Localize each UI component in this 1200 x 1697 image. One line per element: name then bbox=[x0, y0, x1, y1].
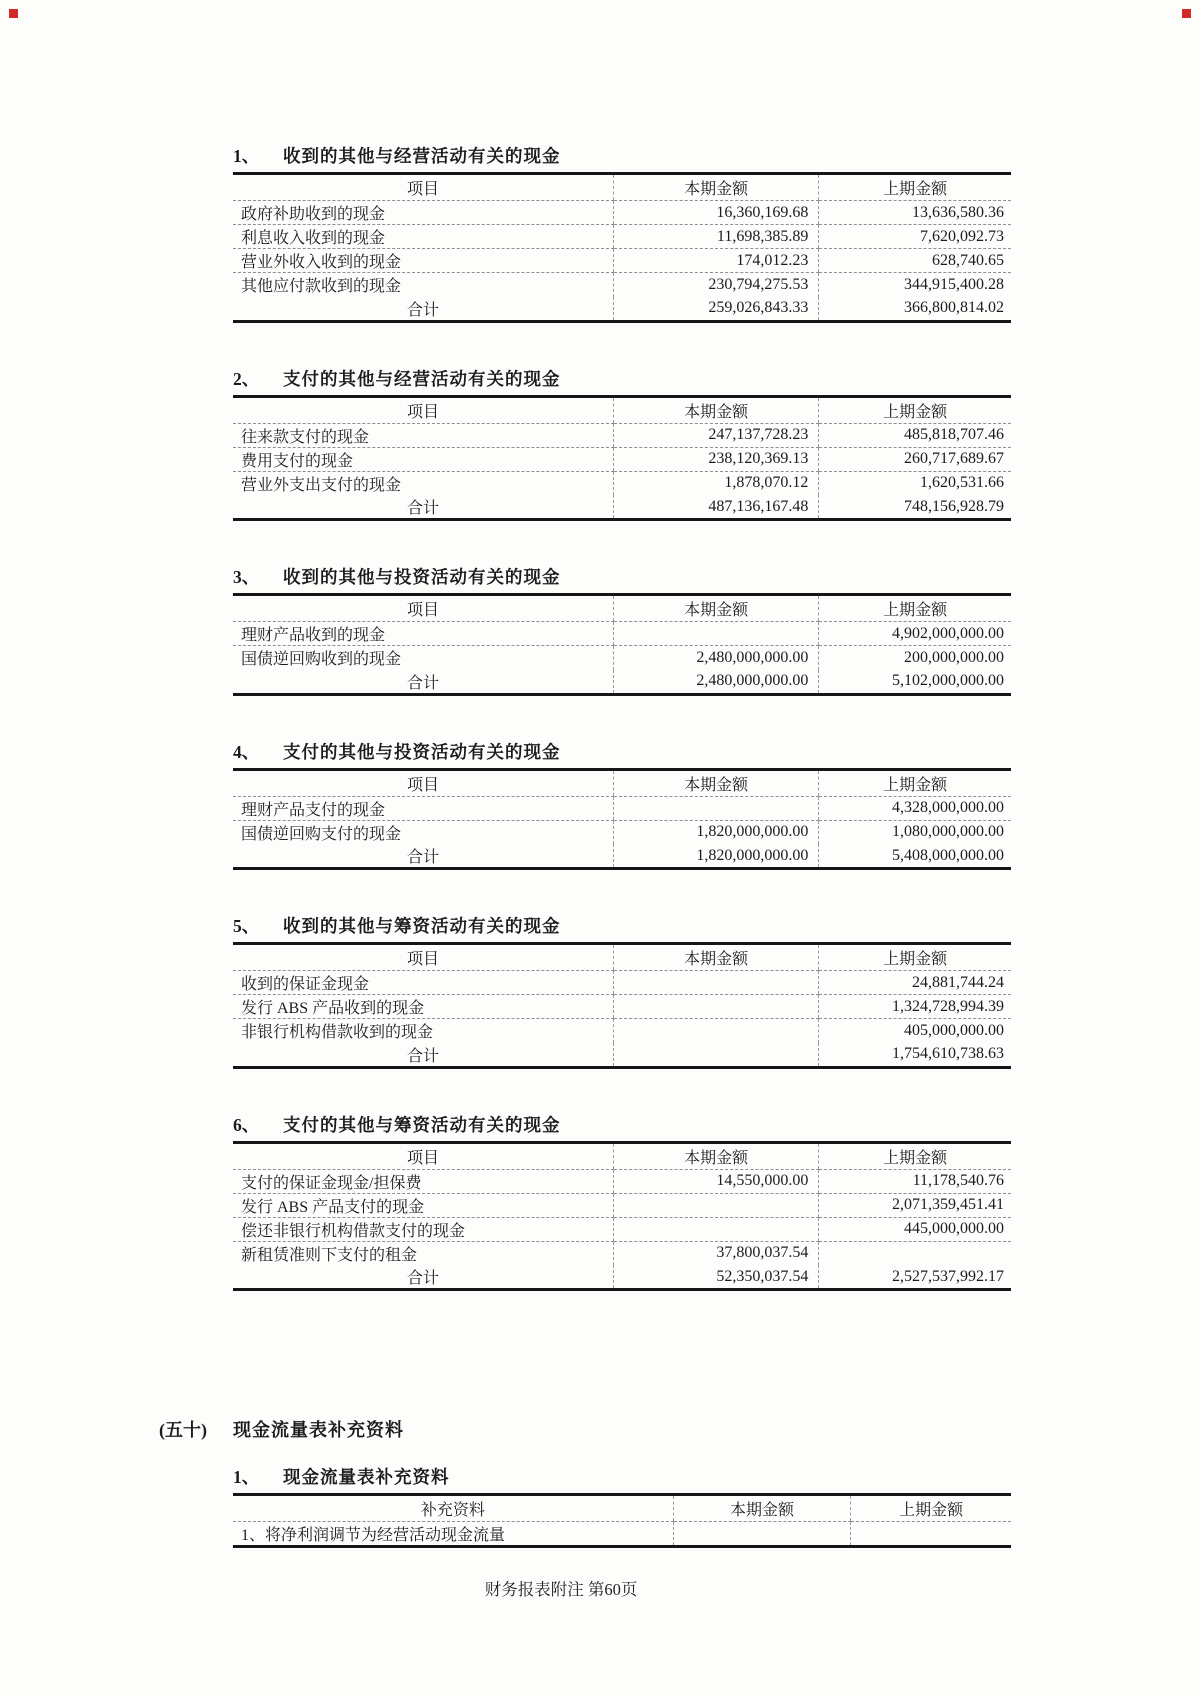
column-header-prior-period: 上期金额 bbox=[819, 396, 1011, 423]
prior-amount-cell: 4,328,000,000.00 bbox=[819, 796, 1011, 820]
major-section-number: (五十) bbox=[159, 1420, 207, 1440]
prior-amount-cell bbox=[851, 1522, 1011, 1547]
section-number: 1、 bbox=[233, 1467, 260, 1487]
scan-registration-mark-right bbox=[1182, 9, 1191, 18]
column-header-prior-period: 上期金额 bbox=[819, 1142, 1011, 1169]
table-header-row bbox=[233, 769, 1011, 796]
item-label-cell: 往来款支付的现金 bbox=[233, 423, 613, 447]
item-label-cell: 利息收入收到的现金 bbox=[233, 225, 613, 249]
column-header-item: 项目 bbox=[233, 396, 613, 423]
total-row bbox=[233, 844, 1011, 869]
item-label-cell: 偿还非银行机构借款支付的现金 bbox=[233, 1217, 613, 1241]
table-row bbox=[233, 273, 1011, 297]
table-row bbox=[233, 622, 1011, 646]
section-number: 4、 bbox=[233, 741, 260, 762]
total-current-cell bbox=[613, 1043, 818, 1068]
prior-amount-cell: 628,740.65 bbox=[819, 249, 1011, 273]
table-header-row bbox=[233, 396, 1011, 423]
current-amount-cell bbox=[613, 995, 818, 1019]
section-cash-flow-supplement bbox=[233, 1465, 1011, 1548]
current-amount-cell: 1,820,000,000.00 bbox=[613, 820, 818, 844]
major-section-title: 现金流量表补充资料 bbox=[233, 1420, 404, 1440]
total-current-cell: 1,820,000,000.00 bbox=[613, 844, 818, 869]
item-label-cell: 政府补助收到的现金 bbox=[233, 201, 613, 225]
item-label-cell: 1、将净利润调节为经营活动现金流量 bbox=[241, 1527, 506, 1544]
section-title: 支付的其他与经营活动有关的现金 bbox=[283, 368, 561, 389]
total-prior-cell: 1,754,610,738.63 bbox=[819, 1043, 1011, 1068]
current-amount-cell bbox=[613, 622, 818, 646]
current-amount-cell: 37,800,037.54 bbox=[613, 1241, 818, 1265]
total-prior-cell: 366,800,814.02 bbox=[819, 297, 1011, 322]
table-row bbox=[233, 423, 1011, 447]
column-header-item: 项目 bbox=[233, 944, 613, 971]
page-content bbox=[159, 144, 1011, 1592]
item-label-cell: 发行 ABS 产品收到的现金 bbox=[233, 995, 613, 1019]
total-label-cell: 合计 bbox=[406, 849, 439, 866]
section-heading bbox=[233, 1113, 1011, 1137]
section-number: 1、 bbox=[233, 146, 260, 166]
prior-amount-cell: 24,881,744.24 bbox=[819, 971, 1011, 995]
section-heading bbox=[233, 367, 1011, 391]
section-heading bbox=[233, 740, 1011, 764]
total-label-cell: 合计 bbox=[406, 301, 439, 319]
total-prior-cell: 2,527,537,992.17 bbox=[819, 1265, 1011, 1290]
current-amount-cell bbox=[613, 1193, 818, 1217]
item-label-cell: 非银行机构借款收到的现金 bbox=[241, 1024, 434, 1042]
item-label-cell: 营业外支出支付的现金 bbox=[241, 476, 402, 494]
prior-amount-cell: 405,000,000.00 bbox=[819, 1019, 1011, 1043]
section-title: 支付的其他与筹资活动有关的现金 bbox=[283, 1114, 561, 1135]
total-label-cell: 合计 bbox=[406, 674, 439, 692]
table-header-row bbox=[233, 174, 1011, 201]
section-other-financing-cash-received bbox=[233, 914, 1011, 1069]
table-header-row bbox=[233, 1495, 1011, 1522]
section-other-operating-cash-paid bbox=[233, 367, 1011, 522]
item-label-cell: 营业外收入收到的现金 bbox=[233, 249, 613, 273]
table-row bbox=[233, 249, 1011, 273]
section-other-investing-cash-received bbox=[233, 565, 1011, 696]
total-current-cell: 487,136,167.48 bbox=[613, 495, 818, 520]
total-current-cell: 259,026,843.33 bbox=[613, 297, 818, 322]
table-header-row bbox=[233, 944, 1011, 971]
total-current-cell: 52,350,037.54 bbox=[613, 1265, 818, 1290]
current-amount-cell bbox=[673, 1522, 850, 1547]
supplement-table bbox=[233, 1493, 1011, 1548]
current-amount-cell bbox=[613, 1019, 818, 1043]
current-amount-cell bbox=[613, 1217, 818, 1241]
item-label-cell: 理财产品收到的现金 bbox=[233, 622, 613, 646]
column-header-prior-period: 上期金额 bbox=[819, 174, 1011, 201]
prior-amount-cell: 445,000,000.00 bbox=[819, 1217, 1011, 1241]
table-row bbox=[233, 971, 1011, 995]
column-header-current-period: 本期金额 bbox=[613, 174, 818, 201]
cash-flow-table bbox=[233, 768, 1011, 871]
item-label-cell: 其他应付款收到的现金 bbox=[241, 278, 402, 296]
total-row bbox=[233, 1043, 1011, 1068]
section-heading bbox=[233, 144, 1011, 168]
current-amount-cell: 230,794,275.53 bbox=[613, 273, 818, 297]
item-label-cell: 理财产品支付的现金 bbox=[233, 796, 613, 820]
item-label-cell: 国债逆回购支付的现金 bbox=[241, 825, 402, 843]
prior-amount-cell: 13,636,580.36 bbox=[819, 201, 1011, 225]
current-amount-cell: 2,480,000,000.00 bbox=[613, 646, 818, 670]
column-header-item: 项目 bbox=[233, 174, 613, 201]
section-other-operating-cash-received bbox=[233, 144, 1011, 323]
prior-amount-cell: 1,080,000,000.00 bbox=[819, 820, 1011, 844]
prior-amount-cell: 4,902,000,000.00 bbox=[819, 622, 1011, 646]
column-header-current-period: 本期金额 bbox=[613, 396, 818, 423]
section-title: 收到的其他与投资活动有关的现金 bbox=[283, 567, 561, 587]
total-label-cell: 合计 bbox=[406, 1270, 439, 1287]
table-header-row bbox=[233, 1142, 1011, 1169]
total-row bbox=[233, 495, 1011, 520]
prior-amount-cell: 7,620,092.73 bbox=[819, 225, 1011, 249]
section-heading bbox=[233, 914, 1011, 938]
prior-amount-cell: 1,324,728,994.39 bbox=[819, 995, 1011, 1019]
current-amount-cell bbox=[613, 971, 818, 995]
cash-flow-table bbox=[233, 172, 1011, 323]
item-label-cell: 新租赁准则下支付的租金 bbox=[241, 1246, 418, 1264]
table-row bbox=[233, 1193, 1011, 1217]
column-header-prior-period: 上期金额 bbox=[819, 769, 1011, 796]
total-row bbox=[233, 1265, 1011, 1290]
item-label-cell: 国债逆回购收到的现金 bbox=[241, 651, 402, 669]
current-amount-cell: 16,360,169.68 bbox=[613, 201, 818, 225]
column-header-item: 项目 bbox=[233, 1142, 613, 1169]
column-header-current-period: 本期金额 bbox=[673, 1495, 850, 1522]
prior-amount-cell: 344,915,400.28 bbox=[819, 273, 1011, 297]
current-amount-cell: 1,878,070.12 bbox=[613, 471, 818, 495]
cash-flow-table bbox=[233, 395, 1011, 522]
column-header-prior-period: 上期金额 bbox=[851, 1495, 1011, 1522]
section-number: 6、 bbox=[233, 1114, 260, 1135]
section-title: 收到的其他与筹资活动有关的现金 bbox=[283, 916, 561, 936]
table-row bbox=[233, 1522, 1011, 1547]
table-row bbox=[233, 201, 1011, 225]
column-header-item: 项目 bbox=[233, 769, 613, 796]
section-title: 收到的其他与经营活动有关的现金 bbox=[283, 146, 561, 166]
table-row bbox=[233, 447, 1011, 471]
prior-amount-cell bbox=[819, 1241, 1011, 1265]
cash-flow-table bbox=[233, 942, 1011, 1069]
table-row bbox=[233, 820, 1011, 844]
prior-amount-cell: 11,178,540.76 bbox=[819, 1169, 1011, 1193]
item-label-cell: 费用支付的现金 bbox=[233, 447, 613, 471]
section-number: 2、 bbox=[233, 368, 260, 389]
current-amount-cell: 11,698,385.89 bbox=[613, 225, 818, 249]
column-header-current-period: 本期金额 bbox=[613, 595, 818, 622]
page-footer: 财务报表附注 第60页 bbox=[484, 1580, 638, 1599]
major-section-heading bbox=[159, 1417, 1011, 1443]
total-label-cell: 合计 bbox=[406, 500, 439, 517]
current-amount-cell: 174,012.23 bbox=[613, 249, 818, 273]
table-row bbox=[233, 1241, 1011, 1265]
section-title: 支付的其他与投资活动有关的现金 bbox=[283, 741, 561, 762]
section-other-financing-cash-paid bbox=[233, 1113, 1011, 1292]
total-prior-cell: 5,102,000,000.00 bbox=[819, 670, 1011, 695]
section-number: 3、 bbox=[233, 567, 260, 587]
column-header-item: 项目 bbox=[233, 595, 613, 622]
table-row bbox=[233, 995, 1011, 1019]
section-title: 现金流量表补充资料 bbox=[283, 1467, 450, 1487]
item-label-cell: 发行 ABS 产品支付的现金 bbox=[233, 1193, 613, 1217]
column-header-prior-period: 上期金额 bbox=[819, 595, 1011, 622]
section-heading bbox=[233, 565, 1011, 589]
column-header-current-period: 本期金额 bbox=[613, 769, 818, 796]
current-amount-cell: 238,120,369.13 bbox=[613, 447, 818, 471]
table-row bbox=[233, 646, 1011, 670]
table-row bbox=[233, 1169, 1011, 1193]
prior-amount-cell: 485,818,707.46 bbox=[819, 423, 1011, 447]
section-other-investing-cash-paid bbox=[233, 740, 1011, 871]
section-heading bbox=[233, 1465, 1011, 1489]
column-header-current-period: 本期金额 bbox=[613, 944, 818, 971]
table-row bbox=[233, 1019, 1011, 1043]
total-prior-cell: 5,408,000,000.00 bbox=[819, 844, 1011, 869]
scan-registration-mark-left bbox=[9, 9, 18, 18]
cash-flow-table bbox=[233, 1141, 1011, 1292]
item-label-cell: 收到的保证金现金 bbox=[233, 971, 613, 995]
total-row bbox=[233, 670, 1011, 695]
cash-flow-table bbox=[233, 593, 1011, 696]
prior-amount-cell: 260,717,689.67 bbox=[819, 447, 1011, 471]
current-amount-cell: 14,550,000.00 bbox=[613, 1169, 818, 1193]
total-label-cell: 合计 bbox=[406, 1047, 439, 1065]
column-header-current-period: 本期金额 bbox=[613, 1142, 818, 1169]
total-prior-cell: 748,156,928.79 bbox=[819, 495, 1011, 520]
prior-amount-cell: 2,071,359,451.41 bbox=[819, 1193, 1011, 1217]
table-row bbox=[233, 1217, 1011, 1241]
prior-amount-cell: 1,620,531.66 bbox=[819, 471, 1011, 495]
item-label-cell: 支付的保证金现金/担保费 bbox=[233, 1169, 613, 1193]
table-row bbox=[233, 471, 1011, 495]
table-row bbox=[233, 225, 1011, 249]
current-amount-cell: 247,137,728.23 bbox=[613, 423, 818, 447]
prior-amount-cell: 200,000,000.00 bbox=[819, 646, 1011, 670]
table-header-row bbox=[233, 595, 1011, 622]
column-header-supplement: 补充资料 bbox=[233, 1495, 673, 1522]
table-row bbox=[233, 796, 1011, 820]
section-number: 5、 bbox=[233, 916, 260, 936]
total-current-cell: 2,480,000,000.00 bbox=[613, 670, 818, 695]
total-row bbox=[233, 297, 1011, 322]
column-header-prior-period: 上期金额 bbox=[819, 944, 1011, 971]
current-amount-cell bbox=[613, 796, 818, 820]
